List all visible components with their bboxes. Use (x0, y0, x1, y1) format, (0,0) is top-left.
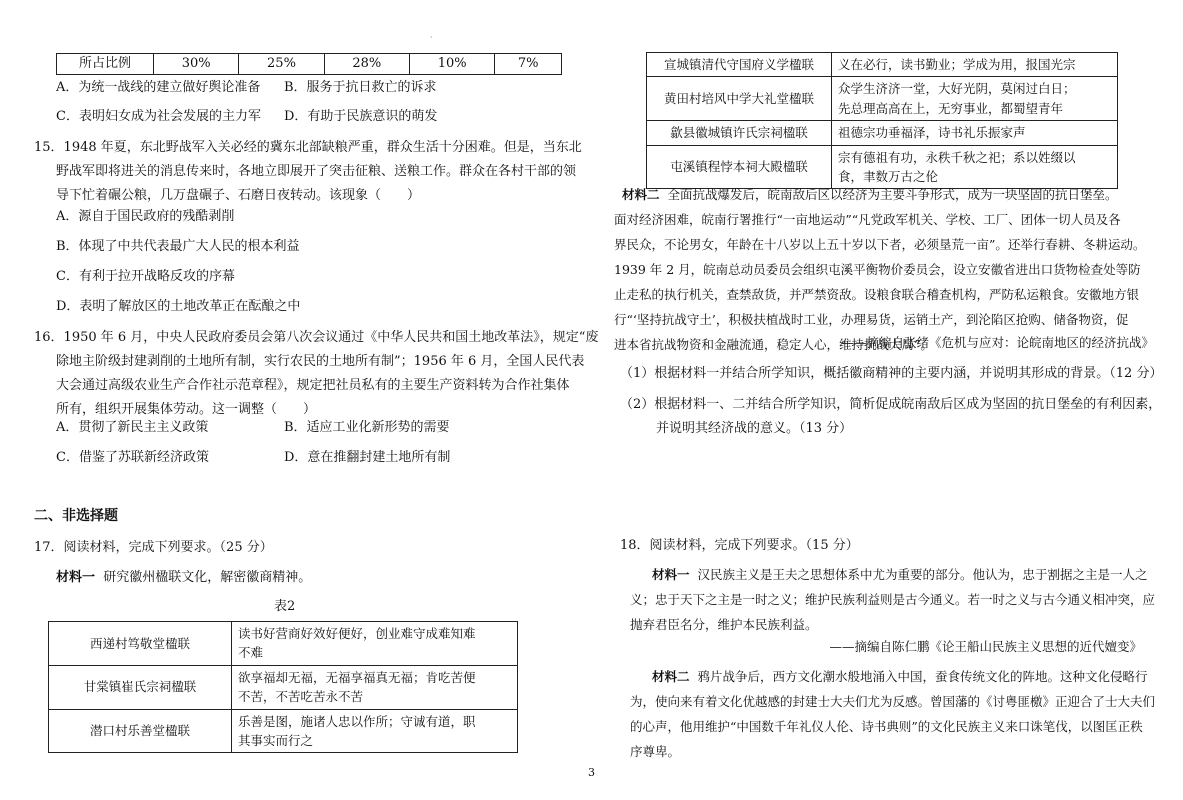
table-row (57, 54, 562, 75)
q16-option-d: D．意在推翻封建土地所有制 (284, 450, 451, 465)
text-line: 大会通过高级农业生产合作社示范章程》，规定把社员私有的主要生产资料转为合作社集体 (56, 378, 570, 393)
ratio-table (56, 53, 562, 75)
table-row (49, 622, 518, 666)
text-line (614, 182, 1145, 207)
text-line: 行“‘坚持抗战守土’，积极扶植战时工业，办理易货，运销土产，到沦陷区抢购、储备物资，促 (614, 312, 1129, 327)
text-line: 其事实而行之 (238, 732, 314, 748)
couplet-name: 甘棠镇崔氏宗祠楹联 (49, 665, 232, 709)
table-cell: 7% (495, 54, 562, 75)
material-label: 材料二 (652, 669, 690, 684)
text-line: 不苦，不苦吃苦永不苦 (238, 689, 364, 705)
couplet-text (832, 77, 1118, 121)
text-line: 为，使向来有着文化优越感的封建士大夫们尤为反感。曾国藩的《讨粤匪檄》正迎合了士大夫们 (630, 694, 1156, 709)
material-label: 材料二 (622, 187, 660, 202)
text-line: 面对经济困难，皖南行署推行“一亩地运动”“凡党政军机关、学校、工厂、团体一切人员及各 (614, 212, 1121, 227)
couplet-name: 潜口村乐善堂楹联 (49, 709, 232, 753)
q14-option-d: D．有助于民族意识的萌发 (284, 109, 438, 124)
text-line: 不难 (238, 645, 264, 661)
table-cell: 28% (324, 54, 409, 75)
table-cell: 25% (239, 54, 324, 75)
table-row (647, 53, 1118, 77)
couplet-name: 西递村笃敬堂楹联 (49, 622, 232, 666)
text-line: 读书好营商好效好便好，创业难守成难知难 (238, 626, 476, 641)
table-cell: 所占比例 (57, 54, 154, 75)
couplet-name: 歙县徽城镇许氏宗祠楹联 (647, 121, 832, 145)
q16-option-b: B．适应工业化新形势的需要 (284, 420, 450, 435)
table-cell: 10% (409, 54, 494, 75)
text-line: 止走私的执行机关，查禁敌货，并严禁资敌。设粮食联合稽查机构，严防私运粮食。安徽地方银 (614, 287, 1140, 302)
q15-option-a: A．源自于国民政府的残酷剥削 (56, 209, 235, 224)
couplet-name: 黄田村培风中学大礼堂楹联 (647, 77, 832, 121)
text-line: 义；忠于天下之主是一时之义；维护民族利益则是古今通义。若一时之义与古今通义相冲突，应 (630, 592, 1156, 607)
q17-requirement-1: （1）根据材料一并结合所学知识，概括徽商精神的主要内涵，并说明其形成的背景。（12 分） (620, 366, 1163, 381)
text-line: 并说明其经济战的意义。（13 分） (656, 421, 853, 436)
q15-option-b: B．体现了中共代表最广大人民的根本利益 (56, 239, 300, 254)
couplet-text (232, 665, 518, 709)
question-18-title: 18．阅读材料，完成下列要求。（15 分） (620, 538, 859, 553)
material-label: 材料一 (56, 570, 96, 585)
couplet-text (832, 53, 1118, 77)
text-line: 所有，组织开展集体劳动。这一调整（ ） (56, 402, 317, 417)
decorative-dot: · (430, 33, 433, 42)
material-text: 全面抗战爆发后，皖南敌后区以经济为主要斗争形式，成为一块坚固的抗日堡垒。 (667, 187, 1118, 202)
text-line: 的心声，他用维护“中国数千年礼仪人伦、诗书典则”的文化民族主义来口诛笔伐，以图匡正秩 (630, 719, 1143, 734)
text-line: 乐善是图，施诸人忠以作所；守诚有道，职 (238, 713, 476, 729)
table-row (49, 709, 518, 753)
q14-option-c: C．表明妇女成为社会发展的主力军 (56, 109, 261, 124)
section-title: 二、非选择题 (34, 508, 118, 524)
text-line: 抛弃君臣名分，维护本民族利益。 (630, 617, 818, 632)
couplet-text (232, 709, 518, 753)
q18-material-2 (614, 664, 1155, 764)
table-row (647, 77, 1118, 121)
text-line: 众学生济济一堂，大好光阴，莫闲过白日； (838, 81, 1076, 97)
text-line (614, 664, 1155, 689)
text-line: 1939 年 2 月，皖南总动员委员会组织屯溪平衡物价委员会，设立安徽省进出口货物检查处等防 (614, 262, 1141, 277)
text-line (614, 562, 1155, 587)
text-line: 16．1950 年 6 月，中央人民政府委员会第八次会议通过《中华人民共和国土地改革法》，规定“废 (34, 330, 599, 345)
text-line: 食，聿数万古之伦 (838, 168, 939, 184)
text-line: 进本省抗战物资和金融流通，稳定人心，维持抗战大局”。 (614, 337, 933, 352)
material-source: ——摘编自陈仁鹏《论王船山民族主义思想的近代嬗变》 (829, 639, 1142, 654)
text-line: 野战军即将进关的消息传来时，各地立即展开了突击征粮、送粮工作。群众在各村干部的领 (56, 164, 577, 179)
q16-option-c: C．借鉴了苏联新经济政策 (56, 450, 209, 465)
couplet-name: 宣城镇清代守国府义学楹联 (647, 53, 832, 77)
couplet-text (832, 121, 1118, 145)
couplet-table-2 (48, 621, 518, 753)
q17-requirement-2 (620, 393, 1161, 441)
text-line: 欲享福却无福，无福享福真无福；肯吃苦便 (238, 669, 476, 685)
text-line: 宗有德祖有功，永秩千秋之祀；系以姓缀以 (838, 149, 1076, 165)
q15-option-d: D．表明了解放区的土地改革正在酝酿之中 (56, 299, 301, 314)
material-label: 材料一 (652, 567, 690, 582)
q17-material-1 (56, 568, 311, 588)
text-line: 界民众，不论男女，年龄在十八岁以上五十岁以下者，必须垦荒一亩”。还举行春耕、冬耕运动。 (614, 237, 1146, 252)
material-text: 汉民族主义是王夫之思想体系中尤为重要的部分。他认为，忠于割据之主是一人之 (697, 567, 1148, 582)
text-line: 导下忙着碾公粮，几万盘碾子、石磨日夜转动。该现象（ ） (56, 188, 421, 203)
couplet-text (232, 622, 518, 666)
material-source: ——摘编自张绪《危机与应对：论皖南地区的经济抗战》 (841, 335, 1154, 350)
table-caption: 表2 (274, 599, 296, 614)
text-line: 15．1948 年夏，东北野战军入关必经的冀东北部缺粮严重，群众生活十分困难。但是，当东北 (34, 140, 582, 155)
question-16-stem (34, 326, 598, 422)
text-line: 先总理高高在上，无穷事业，都蜀望青年 (838, 100, 1064, 116)
table-row (49, 665, 518, 709)
page-number: 3 (588, 766, 595, 779)
material-text: 鸦片战争后，西方文化潮水般地涌入中国，蚕食传统文化的阵地。这种文化侵略行 (697, 669, 1148, 684)
q18-material-1 (614, 562, 1155, 637)
q16-option-a: A．贯彻了新民主主义政策 (56, 420, 209, 435)
text-line: 序尊卑。 (630, 744, 681, 759)
q14-option-b: B．服务于抗日救亡的诉求 (284, 80, 437, 95)
text-line: 义在必行，读书勤业；学成为用，报国光宗 (838, 57, 1076, 72)
text-line: 除地主阶级封建剥削的土地所有制，实行农民的土地所有制”；1956 年 6 月，全国人民代表 (56, 354, 585, 369)
table-cell: 30% (154, 54, 239, 75)
text-line: （2）根据材料一、二并结合所学知识，简析促成皖南敌后区成为坚固的抗日堡垒的有利因素， (620, 397, 1162, 412)
question-17-title: 17．阅读材料，完成下列要求。（25 分） (34, 540, 273, 555)
material-text: 研究徽州楹联文化，解密徽商精神。 (103, 570, 312, 585)
table-row (647, 121, 1118, 145)
q15-option-c: C．有利于拉开战略反攻的序幕 (56, 269, 235, 284)
q14-option-a: A．为统一战线的建立做好舆论准备 (56, 80, 261, 95)
couplet-name: 屯溪镇程悖本祠大殿楹联 (647, 145, 832, 189)
couplet-table-continued (646, 52, 1118, 189)
q17-material-2 (614, 182, 1145, 357)
text-line: 祖德宗功垂福泽，诗书礼乐振家声 (838, 125, 1026, 141)
question-15-stem (34, 136, 582, 208)
